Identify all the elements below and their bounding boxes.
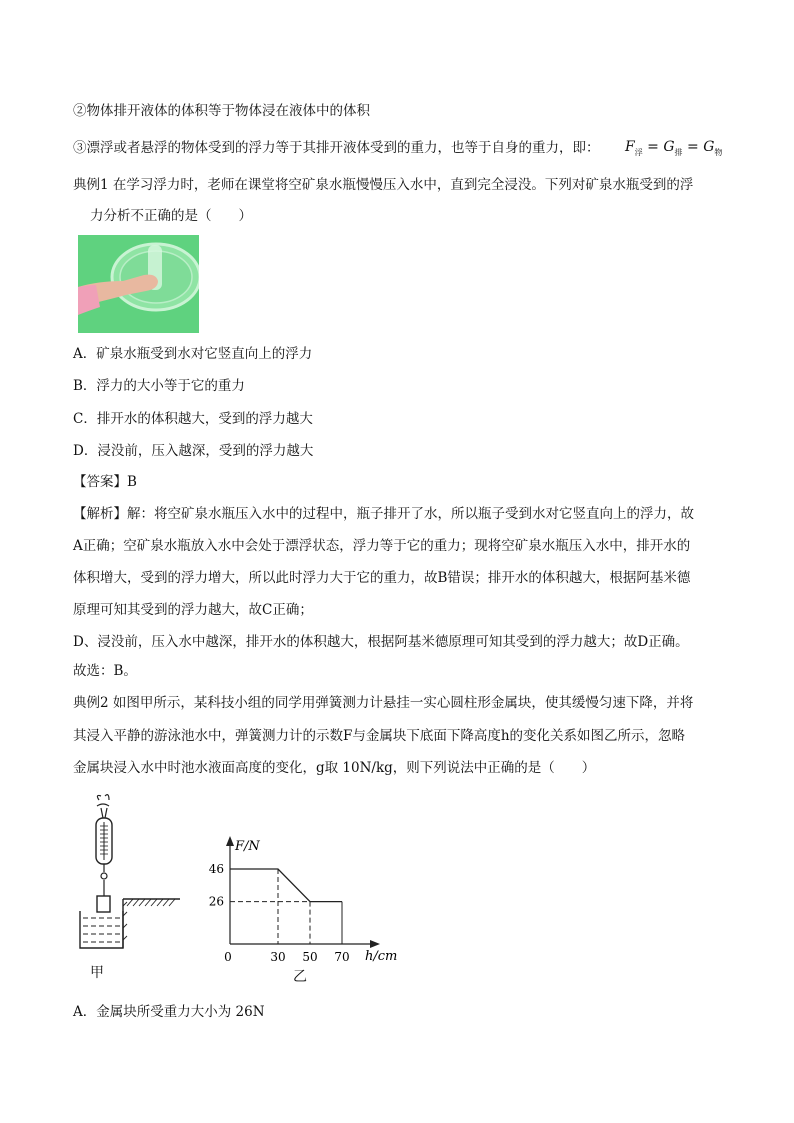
answer-line: 【答案】B (73, 474, 137, 490)
example2-option-a: A．金属块所受重力大小为 26N (73, 1004, 265, 1020)
y-tick-label: 26 (208, 894, 224, 909)
example2-question-line-3: 金属块浸入水中时池水液面高度的变化，g取 10N/kg，则下列说法中正确的是（ ） (73, 760, 596, 776)
text-line-2: ③漂浮或者悬浮的物体受到的浮力等于其排开液体受到的重力，也等于自身的重力，即： (73, 140, 600, 156)
x-tick-label: 30 (270, 950, 286, 964)
option-c: C．排开水的体积越大，受到的浮力越大 (73, 411, 313, 427)
figure-yi-label: 乙 (293, 969, 307, 985)
analysis-line-2: A正确；空矿泉水瓶放入水中会处于漂浮状态，浮力等于它的重力；现将空矿泉水瓶压入水中，排开水的 (73, 538, 691, 554)
buoyancy-formula: $F_浮 = G_排 = G_物$ (625, 139, 723, 157)
series-line (230, 869, 342, 902)
x-tick-label: 70 (334, 950, 350, 964)
figure-jia-apparatus (75, 792, 190, 952)
option-b: B．浮力的大小等于它的重力 (73, 378, 245, 394)
example1-question-line-1: 典例1 在学习浮力时，老师在课堂将空矿泉水瓶慢慢压入水中，直到完全浸没。下列对矿泉水瓶受到的浮 (73, 177, 694, 193)
y-tick-label: 46 (208, 862, 224, 877)
example2-question-line-2: 其浸入平静的游泳池水中，弹簧测力计的示数F与金属块下底面下降高度h的变化关系如图乙所示，忽略 (73, 728, 686, 744)
analysis-line-6: 故选：B。 (73, 663, 137, 679)
x-axis-label: h/cm (365, 949, 398, 964)
example1-question-line-2: 力分析不正确的是（ ） (90, 208, 252, 224)
bottle-in-water-photo (78, 235, 199, 333)
option-a: A．矿泉水瓶受到水对它竖直向上的浮力 (73, 346, 313, 362)
analysis-line-5: D、浸没前，压入水中越深，排开水的体积越大，根据阿基米德原理可知其受到的浮力越大；故D正确。 (73, 634, 689, 650)
y-axis-label: F/N (235, 839, 260, 854)
y-axis-arrow (226, 836, 234, 846)
x-tick-label: 50 (302, 950, 318, 964)
text-line-1: ②物体排开液体的体积等于物体浸在液体中的体积 (73, 103, 370, 119)
analysis-line-1: 【解析】解：将空矿泉水瓶压入水中的过程中，瓶子排开了水，所以瓶子受到水对它竖直向上的浮力，故 (73, 506, 694, 522)
x-axis-arrow (370, 940, 380, 948)
option-d: D．浸没前，压入越深，受到的浮力越大 (73, 443, 314, 459)
analysis-line-4: 原理可知其受到的浮力越大，故C正确； (73, 602, 313, 618)
figure-yi-chart (205, 834, 405, 984)
origin-label: 0 (224, 950, 232, 964)
figure-jia-label: 甲 (90, 965, 104, 981)
analysis-line-3: 体积增大，受到的浮力增大，所以此时浮力大于它的重力，故B错误；排开水的体积越大，根据阿基米德 (73, 570, 691, 586)
example2-question-line-1: 典例2 如图甲所示，某科技小组的同学用弹簧测力计悬挂一实心圆柱形金属块，使其缓慢匀速下降，并将 (73, 695, 694, 711)
